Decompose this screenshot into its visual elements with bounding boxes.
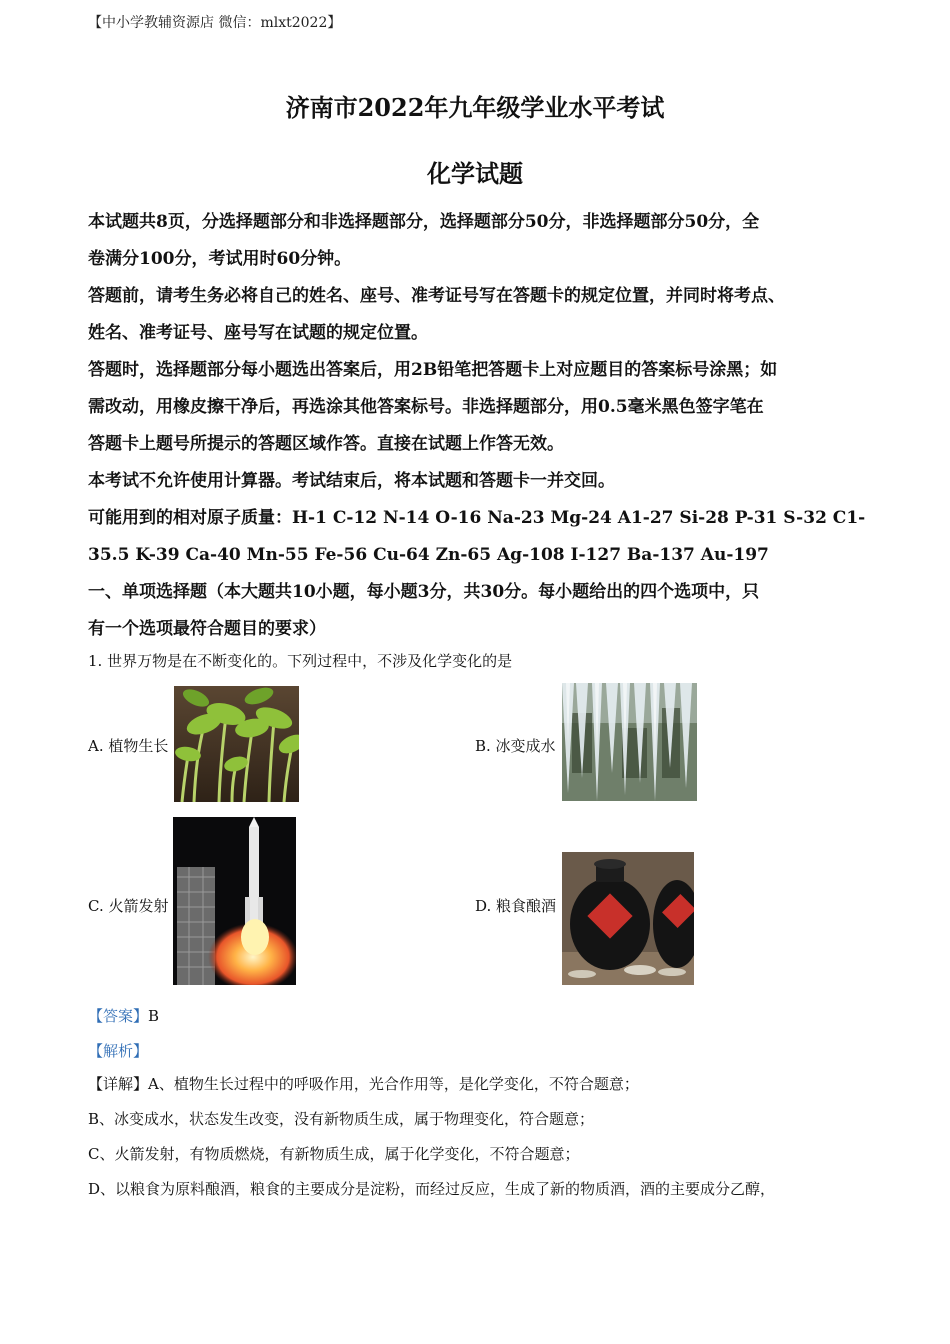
option-c-label: C. 火箭发射 (88, 897, 169, 915)
atomic-mass-line: 35.5 K-39 Ca-40 Mn-55 Fe-56 Cu-64 Zn-65 Ag-108 I-127 Ba-137 Au-197 (88, 545, 769, 565)
section-heading: 一、单项选择题（本大题共10小题，每小题3分，共30分。每小题给出的四个选项中，只 (88, 582, 760, 602)
analysis-label: 【解析】 (88, 1042, 149, 1060)
explanation (88, 1067, 878, 1207)
instruction-line: 答题时，选择题部分每小题选出答案后，用2B铅笔把答题卡上对应题目的答案标号涂黑；如 (88, 360, 778, 380)
option-b-label: B. 冰变成水 (475, 737, 556, 755)
answer-label: 【答案】 (88, 1007, 149, 1025)
atomic-mass-line: 可能用到的相对原子质量：H-1 C-12 N-14 O-16 Na-23 Mg-24 A1-27 Si-28 P-31 S-32 C1- (88, 508, 866, 528)
section-heading: 有一个选项最符合题目的要求） (88, 619, 326, 639)
explanation-line: D、以粮食为原料酿酒，粮食的主要成分是淀粉，而经过反应，生成了新的物质酒，酒的主要成分乙醇， (88, 1180, 776, 1198)
instructions (88, 204, 868, 648)
option-a-label: A. 植物生长 (88, 737, 169, 755)
instruction-line: 本考试不允许使用计算器。考试结束后，将本试题和答题卡一并交回。 (88, 471, 615, 491)
explanation-line: C、火箭发射，有物质燃烧，有新物质生成，属于化学变化，不符合题意； (88, 1145, 580, 1163)
header-note: 【中小学教辅资源店 微信：mlxt2022】 (88, 15, 342, 31)
instruction-line: 姓名、准考证号、座号写在试题的规定位置。 (88, 323, 428, 343)
answer-value: B (148, 1007, 160, 1025)
instruction-line: 本试题共8页，分选择题部分和非选择题部分，选择题部分50分，非选择题部分50分，全 (88, 212, 760, 232)
rocket-launch-image (173, 817, 296, 985)
exam-title: 济南市2022年九年级学业水平考试 (285, 93, 665, 122)
instruction-line: 卷满分100分，考试用时60分钟。 (88, 249, 352, 269)
seedlings-image (174, 686, 299, 802)
exam-subtitle: 化学试题 (427, 159, 523, 188)
answer-line (88, 1005, 159, 1026)
icicles-image (562, 683, 697, 801)
instruction-line: 答题卡上题号所提示的答题区域作答。直接在试题上作答无效。 (88, 434, 564, 454)
instruction-line: 需改动，用橡皮擦干净后，再选涂其他答案标号。非选择题部分，用0.5毫米黑色签字笔在 (88, 397, 764, 417)
wine-jars-image (562, 852, 694, 985)
instruction-line: 答题前，请考生务必将自己的姓名、座号、准考证号写在答题卡的规定位置，并同时将考点、 (88, 286, 785, 306)
explanation-line: 【详解】A、植物生长过程中的呼吸作用，光合作用等，是化学变化，不符合题意； (88, 1075, 639, 1093)
question-1-text: 1. 世界万物是在不断变化的。下列过程中，不涉及化学变化的是 (88, 652, 513, 670)
explanation-line: B、冰变成水，状态发生改变，没有新物质生成，属于物理变化，符合题意； (88, 1110, 595, 1128)
option-d-label: D. 粮食酿酒 (475, 897, 557, 915)
